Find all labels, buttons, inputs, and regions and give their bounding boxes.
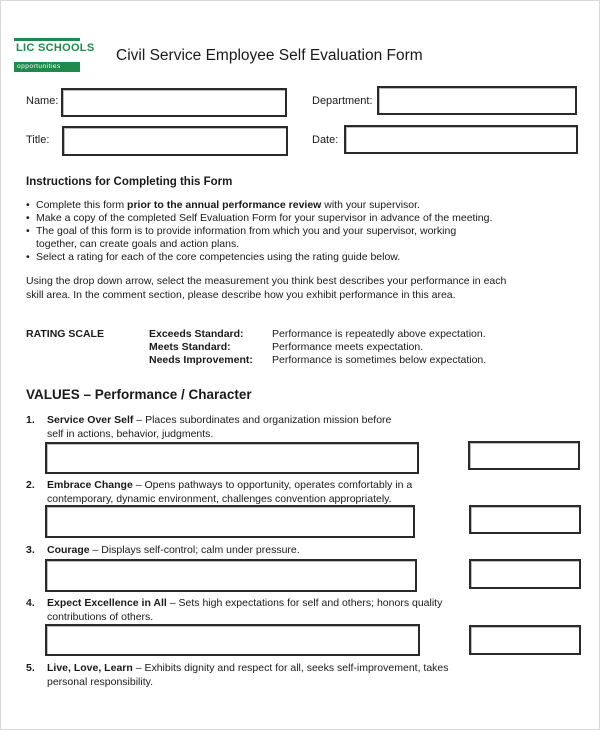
bullet-icon: • xyxy=(26,199,30,211)
item-number: 1. xyxy=(26,414,35,426)
item-number: 3. xyxy=(26,544,35,556)
bullet-icon: • xyxy=(26,251,30,263)
rating-term: Needs Improvement: xyxy=(149,354,253,366)
rating-term: Exceeds Standard: xyxy=(149,328,244,340)
rating-desc: Performance meets expectation. xyxy=(272,341,424,353)
comment-field[interactable] xyxy=(45,559,417,592)
item-number: 2. xyxy=(26,479,35,491)
name-label: Name: xyxy=(26,95,59,107)
bullet-icon: • xyxy=(26,212,30,224)
rating-field[interactable] xyxy=(469,625,581,655)
comment-field[interactable] xyxy=(45,442,419,474)
item-number: 5. xyxy=(26,662,35,674)
form-title: Civil Service Employee Self Evaluation Form xyxy=(116,47,423,64)
bullet-icon: • xyxy=(26,225,30,237)
logo-name: LIC SCHOOLS xyxy=(16,42,95,54)
department-field[interactable] xyxy=(377,86,577,115)
value-item: Expect Excellence in All – Sets high expectations for self and others; honors quality contributions of others. xyxy=(47,597,443,623)
value-item: Embrace Change – Opens pathways to opportunity, operates comfortably in a contemporary, dynamic environment, challenges convention appropriately. xyxy=(47,479,413,505)
date-label: Date: xyxy=(312,134,339,146)
instructions-list: • Complete this form prior to the annual performance review with your supervisor. • Make a copy of the completed Self Evaluation Form for your supervisor in advance of the meeting. • The goal of this form is to provide information from which you and your supervisor, working together, can create goals and action plans. • Select a rating for each of the core competencies using the rating guide below. xyxy=(26,199,493,263)
logo-bar xyxy=(14,38,80,41)
rating-desc: Performance is sometimes below expectation. xyxy=(272,354,487,366)
rating-field[interactable] xyxy=(469,505,581,534)
title-field[interactable] xyxy=(62,126,288,156)
comment-field[interactable] xyxy=(45,505,415,538)
logo-tagline: opportunities xyxy=(14,62,80,72)
value-item: Service Over Self – Places subordinates and organization mission before self in actions, behavior, judgments. xyxy=(47,414,392,440)
rating-scale-label: RATING SCALE xyxy=(26,328,104,340)
values-heading: VALUES – Performance / Character xyxy=(26,387,252,402)
rating-field[interactable] xyxy=(468,441,580,470)
rating-field[interactable] xyxy=(469,559,581,589)
name-field[interactable] xyxy=(61,88,287,117)
value-item: Courage – Displays self-control; calm under pressure. xyxy=(47,544,300,556)
value-item: Live, Love, Learn – Exhibits dignity and respect for all, seeks self-improvement, takes personal responsibility. xyxy=(47,662,449,688)
title-label: Title: xyxy=(26,134,50,146)
department-label: Department: xyxy=(312,95,373,107)
instructions-heading: Instructions for Completing this Form xyxy=(26,176,233,188)
rating-term: Meets Standard: xyxy=(149,341,231,353)
date-field[interactable] xyxy=(344,125,578,154)
rating-desc: Performance is repeatedly above expectation. xyxy=(272,328,486,340)
item-number: 4. xyxy=(26,597,35,609)
instructions-paragraph: Using the drop down arrow, select the measurement you think best describes your performance in each skill area. In the comment section, please describe how you exhibit performance in this area. xyxy=(26,275,507,301)
comment-field[interactable] xyxy=(45,624,420,656)
